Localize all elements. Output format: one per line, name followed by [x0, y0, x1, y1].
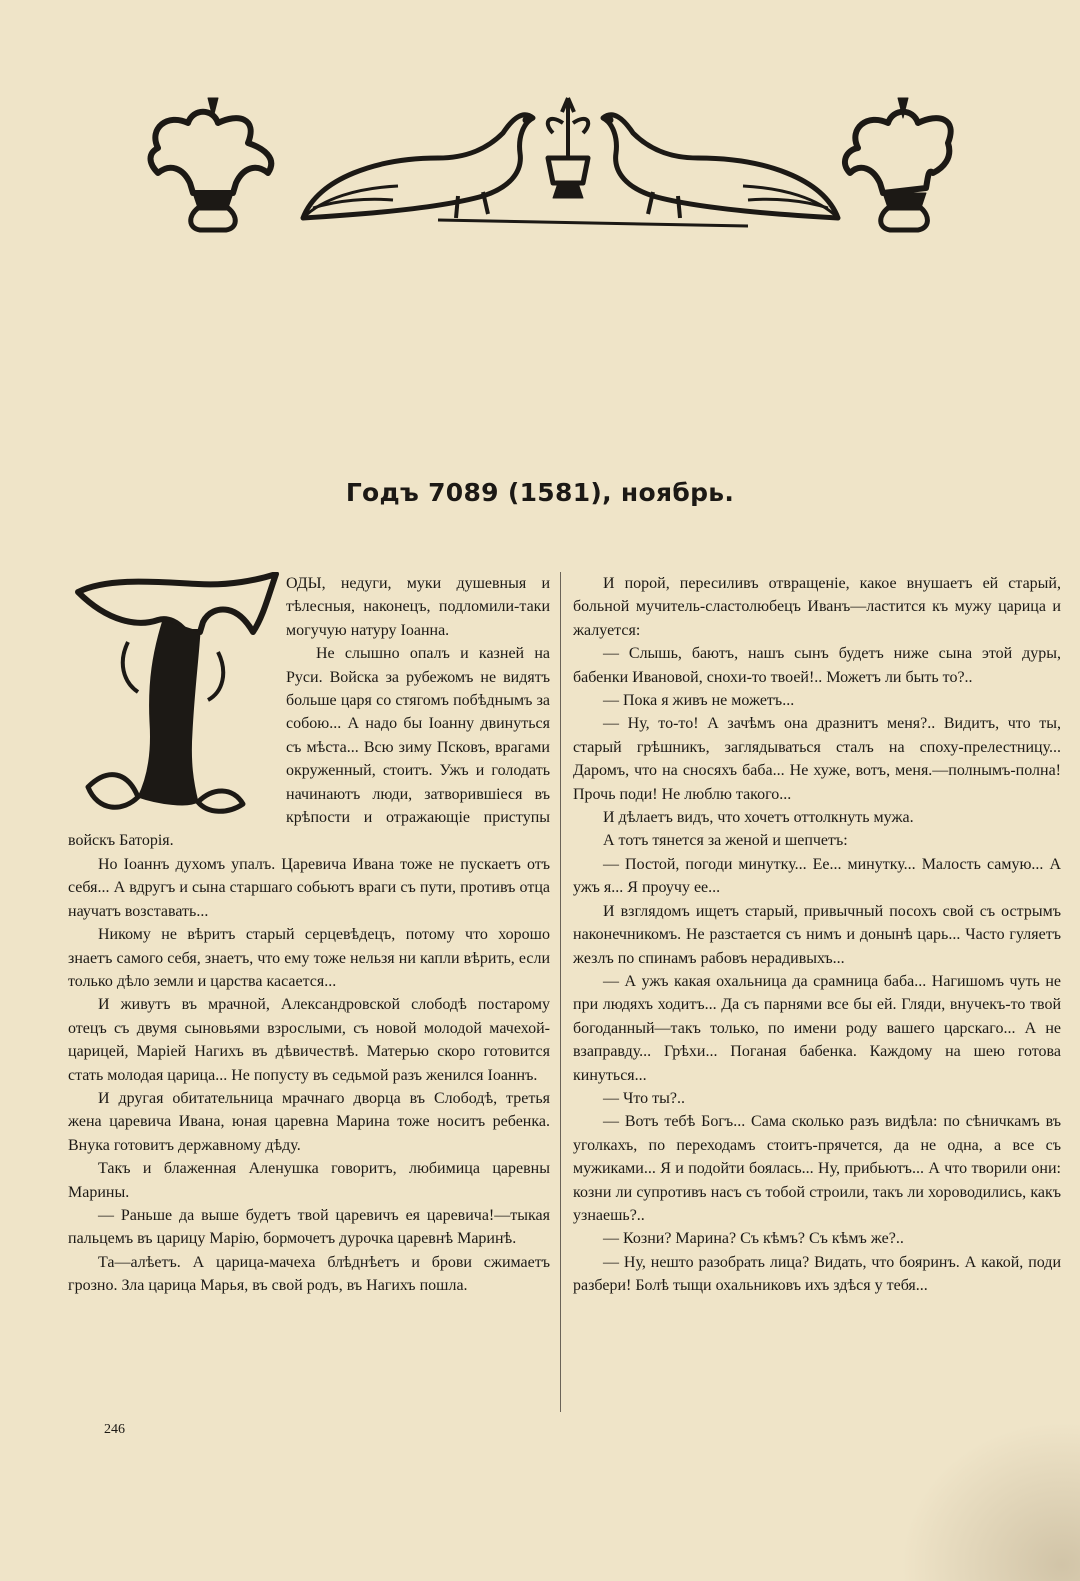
paper-stain	[900, 1421, 1080, 1581]
paragraph: — Что ты?..	[603, 1089, 686, 1107]
page-number: 246	[104, 1422, 125, 1437]
paragraph: ОДЫ, недуги, муки душевныя и тѣлесныя, наконецъ, подломили-таки могучую натуру Іоанна.	[286, 575, 550, 639]
paragraph: Та—алѣетъ. А царица-мачеха блѣднѣетъ и брови сжимаетъ грозно. Зла царица Марья, въ свой родъ, въ Нагихъ пошла.	[68, 1253, 550, 1295]
paragraph: — Постой, погоди минутку... Ее... минутку... Малость самую... А ужъ я... Я проучу ее...	[573, 855, 1061, 897]
paragraph: — Слышь, баютъ, нашъ сынъ будетъ ниже сына этой дуры, бабенки Ивановой, снохи-то твоей!.. Можетъ ли быть то?..	[573, 645, 1061, 686]
paragraph: И взглядомъ ищетъ старый, привычный посохъ свой съ острымъ наконечникомъ. Не разстается съ нимъ и донынѣ царь... Часто гуляетъ жезлъ по спинамъ рабовъ нерадивыхъ...	[573, 902, 1061, 967]
paragraph: — Раньше да выше будетъ твой царевичъ ея царевича!—тыкая пальцемъ въ царицу Марію, бормочетъ дурочка царевнѣ Маринѣ.	[68, 1206, 550, 1248]
paragraph: — Козни? Марина? Съ кѣмъ? Съ кѣмъ же?..	[603, 1230, 904, 1248]
peacock-ornament-icon	[138, 88, 958, 258]
paragraph: — Вотъ тебѣ Богъ... Сама сколько разъ видѣла: по сѣничкамъ въ уголкахъ, по переходамъ стоитъ-прячется, да не одна, а все съ мужиками... Я и подойти боялась... Ну, прибьютъ... А что творили они: козни ли супротивъ насъ съ тобой строили, такъ ли хороводились, какъ узнаешь?..	[573, 1113, 1061, 1224]
paragraph: А тотъ тянется за женой и шепчетъ:	[603, 832, 848, 850]
page-title: Годъ 7089 (1581), ноябрь.	[345, 478, 735, 507]
left-column	[68, 572, 550, 1298]
paragraph: Не слышно опалъ и казней на Руси. Войска за рубежомъ не видятъ больше царя со стягомъ побѣднымъ за собою... А надо бы Іоанну двинуться съ мѣста... Всю зиму Псковъ, врагами окруженный, стоитъ. Ужъ и голодать начинаютъ люди, затворившіеся въ крѣпости и отражающіе приступы войскъ Баторія.	[68, 645, 550, 850]
paragraph: И порой, пересиливъ отвращеніе, какое внушаетъ ей старый, больной мучитель-сластолюбецъ Иванъ—ластится къ мужу царица и жалуется:	[573, 575, 1061, 639]
headpiece-ornament	[138, 88, 958, 258]
decorative-initial-letter	[68, 572, 280, 816]
paragraph: И живутъ въ мрачной, Александровской слободѣ постарому отецъ съ двумя сыновьями взрослыми, съ новой молодой мачехой-царицей, Маріей Нагихъ въ дѣвичествѣ. Матерью скоро готовится стать молодая царица... Не попусту въ седьмой разъ женился Іоаннъ.	[68, 996, 550, 1084]
paragraph: Но Іоаннъ духомъ упалъ. Царевича Ивана тоже не пускаетъ отъ себя... А вдругъ и сына старшаго собьютъ враги съ пути, противъ отца научатъ возставать...	[68, 855, 550, 920]
initial-g-icon	[68, 572, 280, 816]
paragraph: Никому не вѣритъ старый серцевѣдецъ, потому что хорошо знаетъ самого себя, знаетъ, что ему тоже нельзя ни капли вѣрить, если только дѣло земли и царства касается...	[68, 926, 550, 990]
right-column	[573, 572, 1061, 1298]
paragraph: — Ну, нешто разобрать лица? Видать, что бояринъ. А какой, поди разбери! Болѣ тыщи охальниковъ ихъ здѣся у тебя...	[573, 1253, 1061, 1295]
paragraph: — Ну, то-то! А зачѣмъ она дразнитъ меня?.. Видитъ, что ты, старый грѣшникъ, заглядываться сталъ на споху-прелестницу... Даромъ, что на сносяхъ баба... Не хуже, вотъ, меня.—полнымъ-полна! Прочь поди! Не люблю такого...	[573, 715, 1061, 803]
column-divider	[560, 572, 561, 1412]
paragraph: — А ужъ какая охальница да срамница баба... Нагишомъ чуть не при людяхъ ходитъ... Да съ парнями все бы ей. Гляди, внучекъ-то твой богоданный—такъ только, по имени роду вашего царскаго... А не взаправду... Грѣхи... Поганая бабенка. Каждому на шею готова кинуться...	[573, 972, 1061, 1084]
paragraph: И другая обитательница мрачнаго дворца въ Слободѣ, третья жена царевича Ивана, юная царевна Марина тоже носитъ ребенка. Внука готовитъ державному дѣду.	[68, 1089, 550, 1154]
paragraph: И дѣлаетъ видъ, что хочетъ оттолкнуть мужа.	[603, 809, 914, 827]
paragraph: Такъ и блаженная Аленушка говоритъ, любимица царевны Марины.	[68, 1160, 550, 1201]
paragraph: — Пока я живъ не можетъ...	[603, 692, 795, 710]
